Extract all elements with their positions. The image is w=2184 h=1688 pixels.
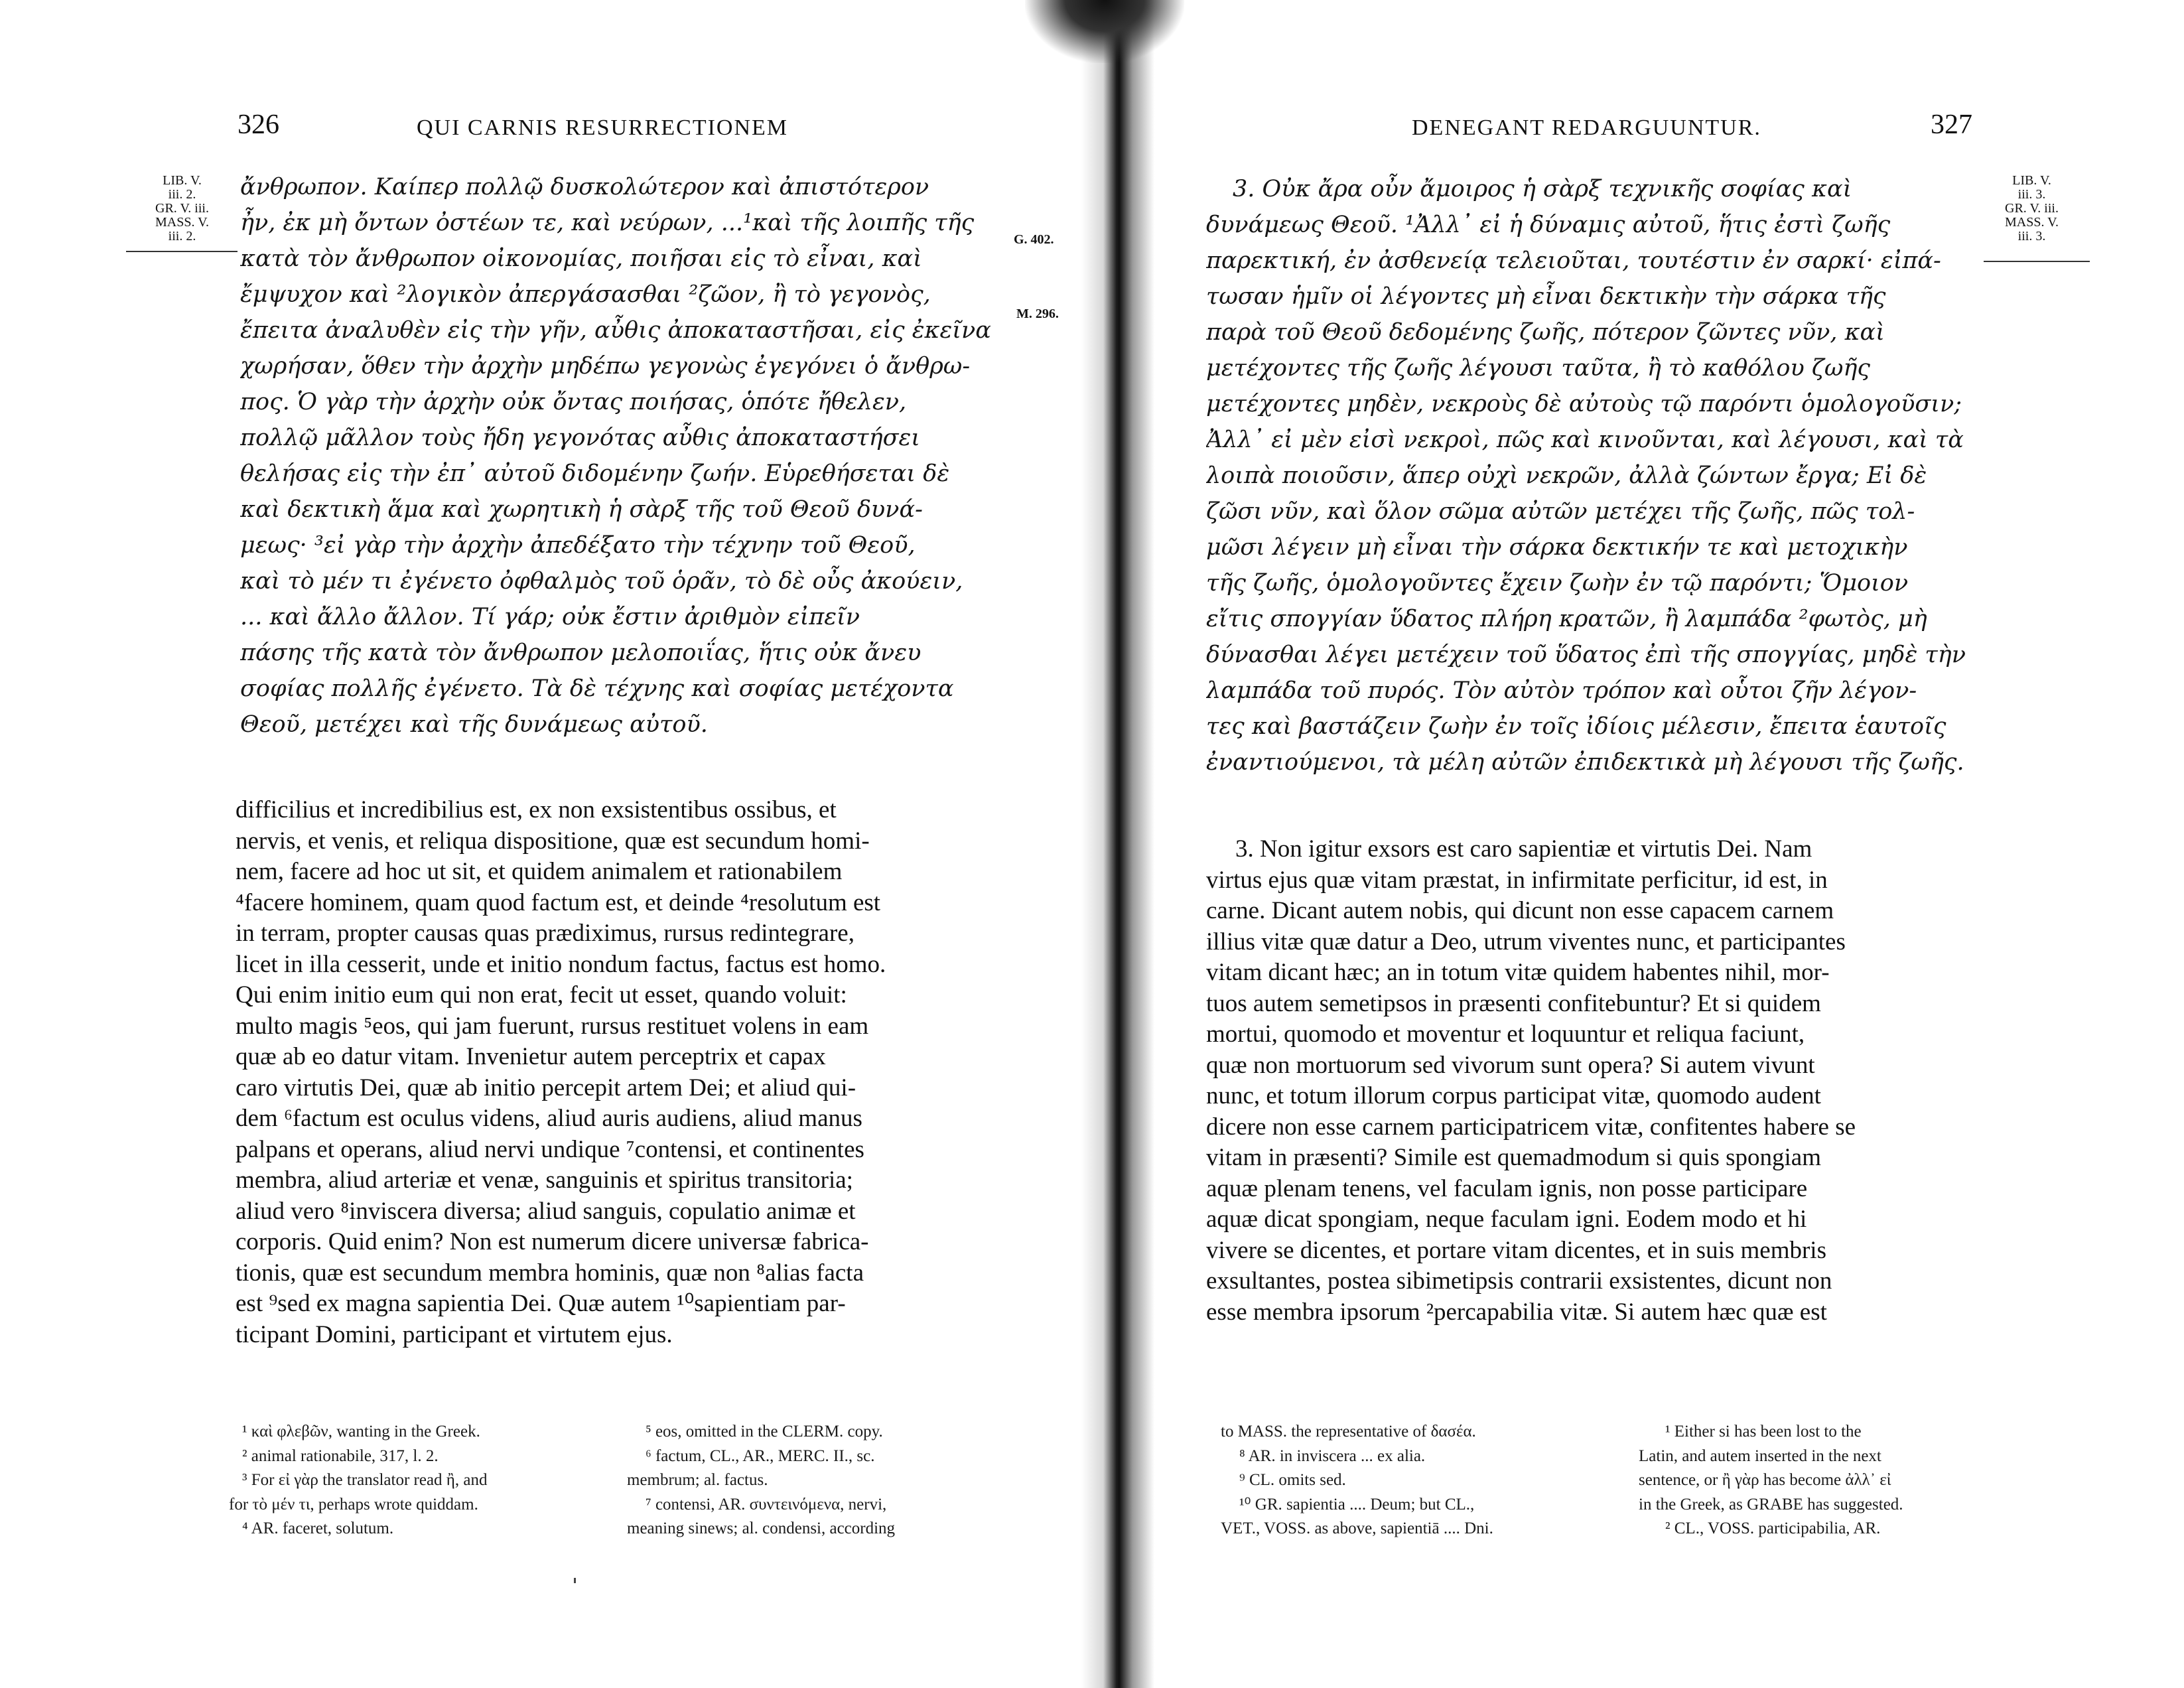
latin-line: aquæ plenam tenens, vel faculam ignis, non posse participare: [1206, 1174, 1808, 1202]
footnote: ⁷ contensi, AR. συντεινόμενα, nervi,: [646, 1495, 887, 1513]
greek-line: δυνάμεως Θεοῦ. ¹Ἀλλ᾽ εἰ ἡ δύναμις αὐτοῦ, ἥτις ἐστὶ ζωῆς: [1206, 212, 1891, 238]
latin-line: 3. Non igitur exsors est caro sapientiæ et virtutis Dei. Nam: [1235, 835, 1812, 863]
greek-line: ... καὶ ἄλλο ἄλλον. Τί γάρ; οὐκ ἔστιν ἀριθμὸν εἰπεῖν: [240, 604, 860, 630]
greek-line: ἦν, ἐκ μὴ ὄντων ὀστέων τε, καὶ νεύρων, ...¹καὶ τῆς λοιπῆς τῆς: [240, 210, 975, 236]
footnote: for τὸ μέν τι, perhaps wrote quiddam.: [229, 1495, 478, 1513]
greek-line: ἔπειτα ἀναλυθὲν εἰς τὴν γῆν, αὖθις ἀποκαταστῆσαι, εἰς ἐκεῖνα: [240, 317, 991, 344]
latin-line: aliud vero ⁸inviscera diversa; aliud sanguis, copulatio animæ et: [236, 1197, 856, 1225]
footnote: VET., VOSS. as above, sapientiā .... Dni.: [1221, 1519, 1493, 1537]
left-inline-ref-m: M. 296.: [1016, 307, 1059, 321]
greek-line: μεως· ³εἰ γὰρ τὴν ἀρχὴν ἀπεδέξατο τὴν τέχνην τοῦ Θεοῦ,: [240, 532, 916, 559]
greek-line: ἐναντιούμενοι, τὰ μέλη αὐτῶν ἐπιδεκτικὰ μὴ λέγουσι τῆς ζωῆς.: [1206, 749, 1964, 776]
greek-line: καὶ τὸ μέν τι ἐγένετο ὀφθαλμὸς τοῦ ὁρᾶν, τὸ δὲ οὖς ἀκούειν,: [240, 568, 963, 595]
latin-line: palpans et operans, aliud nervi undique ⁷contensi, et continentes: [236, 1135, 864, 1163]
latin-line: aquæ dicat spongiam, neque faculam igni. Eodem modo et hi: [1206, 1206, 1807, 1233]
latin-line: dem ⁶factum est oculus videns, aliud auris audiens, aliud manus: [236, 1105, 862, 1132]
footnote: ⁴ AR. faceret, solutum.: [242, 1519, 394, 1537]
greek-line: εἴτις σπογγίαν ὕδατος πλήρη κρατῶν, ἢ λαμπάδα ²φωτὸς, μὴ: [1206, 606, 1927, 632]
footnote: ¹ Either si has been lost to the: [1665, 1423, 1862, 1441]
latin-line: exsultantes, postea sibimetipsis contrarii exsistentes, dicunt non: [1206, 1267, 1832, 1295]
footnote: to MASS. the representative of δασέα.: [1221, 1423, 1476, 1441]
latin-line: virtus ejus quæ vitam præstat, in infirmitate perficitur, id est, in: [1206, 866, 1828, 894]
left-page-number: 326: [238, 109, 279, 140]
greek-line: παρεκτική, ἐν ἀσθενείᾳ τελειοῦται, τουτέστιν ἐν σαρκί· εἰπά-: [1206, 247, 1941, 274]
left-footnotes: [229, 1420, 1012, 1553]
right-margin-rule: [1984, 261, 2090, 262]
footnote: ³ For εἰ γὰρ the translator read ἢ, and: [242, 1471, 488, 1489]
right-page: [1134, 0, 2184, 1688]
latin-line: corporis. Quid enim? Non est numerum dicere universæ fabrica-: [236, 1228, 869, 1255]
right-footnotes-col1: [1221, 1420, 1605, 1541]
greek-line: πάσης τῆς κατὰ τὸν ἄνθρωπον μελοποιΐας, ἥτις οὐκ ἄνευ: [240, 640, 921, 666]
latin-line: membra, aliud arteriæ et venæ, sanguinis et spiritus transitoria;: [236, 1166, 853, 1194]
footnote: ⁹ CL. omits sed.: [1239, 1471, 1346, 1489]
footnote: membrum; al. factus.: [627, 1471, 768, 1489]
greek-line: ζῶσι νῦν, καὶ ὅλον σῶμα αὐτῶν μετέχει τῆς ζωῆς, πῶς τολ-: [1206, 498, 1915, 525]
latin-line: quæ non mortuorum sed vivorum sunt opera? Si autem vivunt: [1206, 1051, 1815, 1079]
latin-line: illius vitæ quæ datur a Deo, utrum viventes nunc, et participantes: [1206, 928, 1846, 955]
footnote: Latin, and autem inserted in the next: [1639, 1446, 1881, 1465]
latin-line: quæ ab eo datur vitam. Invenietur autem perceptrix et capax: [236, 1043, 826, 1070]
greek-line: λαμπάδα τοῦ πυρός. Τὸν αὐτὸν τρόπον καὶ οὗτοι ζῆν λέγον-: [1206, 677, 1917, 704]
right-footnotes-col2: [1639, 1420, 2010, 1541]
greek-line: παρὰ τοῦ Θεοῦ δεδομένης ζωῆς, πότερον ζῶντες νῦν, καὶ: [1206, 319, 1885, 346]
footnote: sentence, or ἢ γὰρ has become ἀλλ᾽ εἰ: [1639, 1471, 1891, 1489]
greek-line: τῆς ζωῆς, ὁμολογοῦντες ἔχειν ζωὴν ἐν τῷ παρόντι; Ὅμοιον: [1206, 570, 1909, 597]
greek-line: μετέχοντες τῆς ζωῆς λέγουσι ταῦτα, ἢ τὸ καθόλου ζωῆς: [1206, 355, 1870, 382]
right-margin-reference: LIB. V. iii. 3. GR. V. iii. MASS. V. iii. 3.: [2005, 174, 2059, 244]
greek-line: λοιπὰ ποιοῦσιν, ἅπερ οὐχὶ νεκρῶν, ἀλλὰ ζώντων ἔργα; Εἰ δὲ: [1206, 462, 1927, 489]
greek-line: σοφίας πολλῆς ἐγένετο. Τὰ δὲ τέχνης καὶ σοφίας μετέχοντα: [240, 675, 954, 702]
latin-line: nem, facere ad hoc ut sit, et quidem animalem et rationabilem: [236, 858, 843, 885]
greek-line: καὶ δεκτικὴ ἅμα καὶ χωρητικὴ ἡ σὰρξ τῆς τοῦ Θεοῦ δυνά-: [240, 496, 923, 523]
right-greek-text: [1206, 171, 1979, 780]
left-latin-text: [236, 795, 1005, 1350]
latin-line: vitam in præsenti? Simile est quemadmodum si quis spongiam: [1206, 1144, 1821, 1171]
latin-line: in terram, propter causas quas prædiximus, rursus redintegrare,: [236, 920, 854, 947]
latin-line: nervis, et venis, et reliqua dispositione, quæ est secundum homi-: [236, 827, 870, 855]
latin-line: vivere se dicentes, et portare vitam dicentes, et in suis membris: [1206, 1236, 1826, 1264]
left-margin-rule: [126, 251, 238, 252]
latin-line: dicere non esse carnem participatricem vitæ, confitentes habere se: [1206, 1113, 1856, 1141]
latin-line: esse membra ipsorum ²percapabilia vitæ. Si autem hæc quæ est: [1206, 1298, 1827, 1326]
greek-line: δύνασθαι λέγει μετέχειν τοῦ ὕδατος ἐπὶ τῆς σπογγίας, μηδὲ τὴν: [1206, 642, 1966, 668]
latin-line: mortui, quomodo et moventur et loquuntur et reliqua faciunt,: [1206, 1020, 1805, 1048]
left-footnotes-col1: [229, 1420, 600, 1541]
left-footnotes-col2: [627, 1420, 998, 1541]
latin-line: nunc, et totum illorum corpus participat vitæ, quomodo audent: [1206, 1082, 1821, 1109]
greek-line: Ἀλλ᾽ εἰ μὲν εἰσὶ νεκροὶ, πῶς καὶ κινοῦνται, καὶ λέγουσι, καὶ τὰ: [1206, 427, 1964, 453]
left-inline-ref-g: G. 402.: [1014, 232, 1054, 247]
latin-line: ticipant Domini, participant et virtutem ejus.: [236, 1320, 673, 1348]
right-footnotes: [1221, 1420, 2004, 1553]
latin-line: est ⁹sed ex magna sapientia Dei. Quæ autem ¹⁰sapientiam par-: [236, 1290, 846, 1317]
latin-line: multo magis ⁵eos, qui jam fuerunt, rursus restituet volens in eam: [236, 1012, 869, 1040]
footnote: ⁶ factum, CL., AR., MERC. II., sc.: [646, 1446, 875, 1465]
greek-line: πολλῷ μᾶλλον τοὺς ἤδη γεγονότας αὖθις ἀποκαταστήσει: [240, 425, 921, 451]
latin-line: caro virtutis Dei, quæ ab initio percepit artem Dei; et aliud qui-: [236, 1074, 856, 1101]
footnote: ² CL., VOSS. participabilia, AR.: [1665, 1519, 1881, 1537]
footnote: meaning sinews; al. condensi, according: [627, 1519, 896, 1537]
latin-line: carne. Dicant autem nobis, qui dicunt non esse capacem carnem: [1206, 897, 1834, 924]
greek-line: πος. Ὁ γὰρ τὴν ἀρχὴν οὐκ ὄντας ποιήσας, ὁπότε ἤθελεν,: [240, 389, 907, 415]
latin-line: difficilius et incredibilius est, ex non exsistentibus ossibus, et: [236, 796, 837, 823]
greek-line: 3. Οὐκ ἄρα οὖν ἄμοιρος ἡ σὰρξ τεχνικῆς σοφίας καὶ: [1233, 176, 1852, 202]
right-page-number: 327: [1931, 109, 1972, 140]
greek-line: μῶσι λέγειν μὴ εἶναι τὴν σάρκα δεκτικήν τε καὶ μετοχικὴν: [1206, 534, 1908, 561]
footnote: ⁸ AR. in inviscera ... ex alia.: [1239, 1446, 1426, 1465]
footnote: ¹ καὶ φλεβῶν, wanting in the Greek.: [242, 1423, 480, 1441]
greek-line: χωρήσαν, ὅθεν τὴν ἀρχὴν μηδέπω γεγονὼς ἐγεγόνει ὁ ἄνθρω-: [240, 353, 971, 380]
greek-line: τες καὶ βαστάζειν ζωὴν ἐν τοῖς ἰδίοις μέλεσιν, ἔπειτα ἑαυτοῖς: [1206, 713, 1946, 740]
page-speck: [574, 1578, 576, 1583]
right-running-title: DENEGANT REDARGUUNTUR.: [1412, 115, 1761, 140]
footnote: ¹⁰ GR. sapientia .... Deum; but CL.,: [1239, 1495, 1475, 1513]
greek-line: θελήσας εἰς τὴν ἐπ᾽ αὐτοῦ διδομένην ζωήν. Εὑρεθήσεται δὲ: [240, 460, 950, 487]
latin-line: Qui enim initio eum qui non erat, fecit ut esset, quando voluit:: [236, 981, 847, 1009]
greek-line: κατὰ τὸν ἄνθρωπον οἰκονομίας, ποιῆσαι εἰς τὸ εἶναι, καὶ: [240, 246, 922, 272]
left-running-title: QUI CARNIS RESURRECTIONEM: [417, 115, 789, 140]
footnote: ² animal rationabile, 317, l. 2.: [242, 1446, 439, 1465]
latin-line: tuos autem semetipsos in præsenti confitebuntur? Et si quidem: [1206, 989, 1821, 1017]
footnote: ⁵ eos, omitted in the CLERM. copy.: [646, 1423, 883, 1441]
latin-line: licet in illa cesserit, unde et initio nondum factus, factus est homo.: [236, 950, 886, 978]
left-page: [0, 0, 1088, 1688]
latin-line: ⁴facere hominem, quam quod factum est, et deinde ⁴resolutum est: [236, 888, 881, 916]
right-latin-text: [1206, 834, 1977, 1328]
left-greek-text: [240, 169, 1010, 742]
footnote: in the Greek, as GRABE has suggested.: [1639, 1495, 1903, 1513]
greek-line: ἔμψυχον καὶ ²λογικὸν ἀπεργάσασθαι ²ζῶον, ἢ τὸ γεγονὸς,: [240, 281, 931, 308]
latin-line: vitam dicant hæc; an in totum vitæ quidem habentes nihil, mor-: [1206, 959, 1830, 986]
greek-line: τωσαν ἡμῖν οἱ λέγοντες μὴ εἶναι δεκτικὴν τὴν σάρκα τῆς: [1206, 283, 1886, 310]
left-margin-reference: LIB. V. iii. 2. GR. V. iii. MASS. V. iii. 2.: [155, 174, 209, 244]
greek-line: Θεοῦ, μετέχει καὶ τῆς δυνάμεως αὐτοῦ.: [240, 711, 708, 738]
greek-line: ἄνθρωπον. Καίπερ πολλῷ δυσκολώτερον καὶ ἀπιστότερον: [240, 174, 929, 200]
greek-line: μετέχοντες μηδὲν, νεκροὺς δὲ αὐτοὺς τῷ παρόντι ὁμολογοῦσιν;: [1206, 391, 1962, 417]
latin-line: tionis, quæ est secundum membra hominis, quæ non ⁸alias facta: [236, 1259, 864, 1287]
